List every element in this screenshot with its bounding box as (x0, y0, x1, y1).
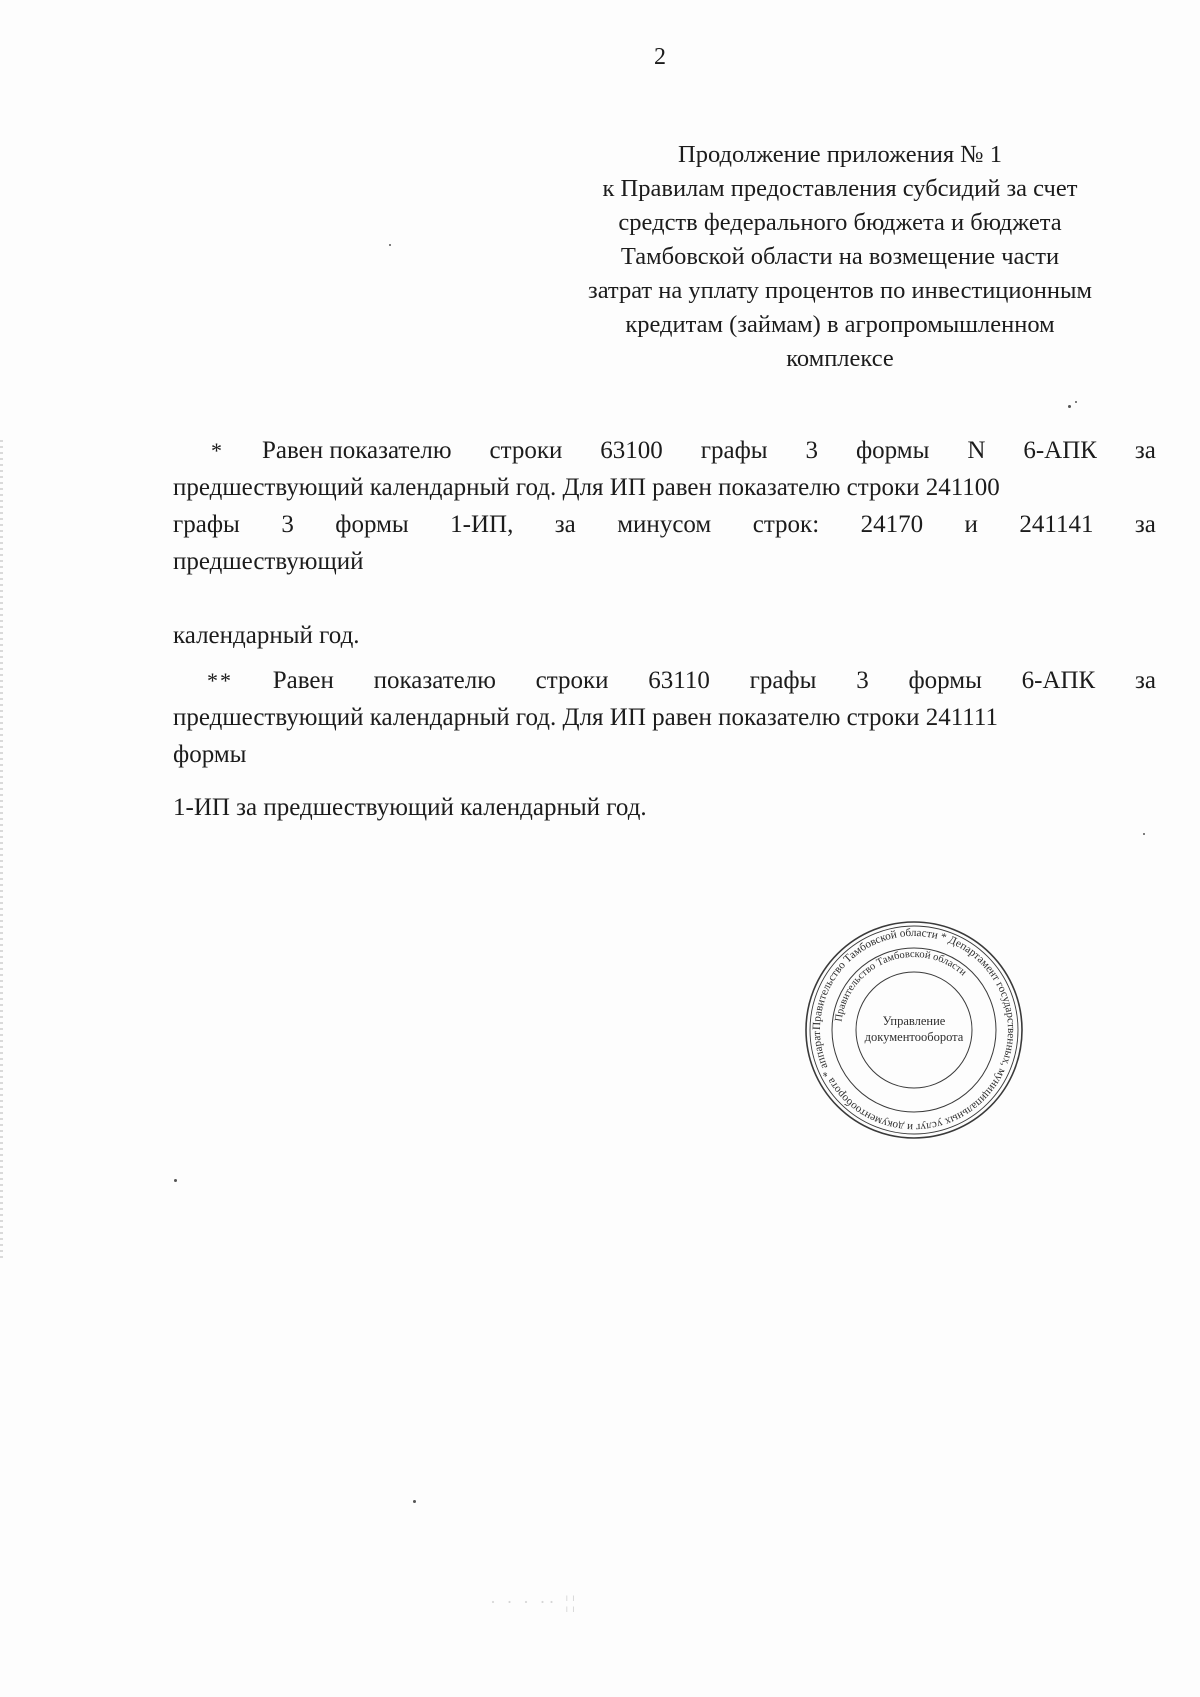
appendix-header-line: кредитам (займам) в агропромышленном (625, 311, 1055, 338)
scan-noise-artifact: · · · ·· ¦¦ (490, 1592, 579, 1612)
appendix-header-line: Продолжение приложения № 1 (678, 141, 1002, 168)
appendix-header-line: комплексе (786, 345, 894, 372)
footnote-1 (173, 432, 1156, 654)
footnote-word: 3 (805, 437, 819, 464)
footnote-marker: ** (207, 668, 233, 693)
stamp-center-line-1: Управление (882, 1014, 946, 1028)
footnote-word: 24170 (860, 511, 924, 538)
footnote-word: за (1134, 437, 1156, 464)
footnote-word: Равен показателю (261, 437, 452, 464)
footnote-2 (173, 662, 1156, 826)
footnote-1-line-5: календарный год. (173, 622, 360, 649)
official-stamp (803, 919, 1025, 1141)
footnote-1-line-1 (173, 432, 1156, 469)
scan-speck (413, 1500, 416, 1503)
footnote-word: строки (535, 667, 609, 694)
footnote-word: и (964, 511, 978, 538)
scan-speck (1068, 405, 1071, 408)
footnote-word: 63100 (600, 437, 663, 464)
footnote-1-line-4: предшествующий (173, 548, 364, 575)
footnote-word: строки (489, 437, 563, 464)
footnote-word: показателю (373, 667, 496, 694)
footnote-word: 6-АПК (1021, 667, 1096, 694)
appendix-header-line: к Правилам предоставления субсидий за счет (602, 175, 1078, 202)
footnote-word: формы (335, 511, 409, 538)
appendix-header (545, 138, 1135, 376)
scan-edge-artifact (0, 440, 3, 1260)
appendix-header-line: затрат на уплату процентов по инвестиционным (588, 277, 1092, 304)
appendix-header-line: средств федерального бюджета и бюджета (618, 209, 1062, 236)
scan-speck (1075, 401, 1077, 403)
footnote-word: строк: (752, 511, 820, 538)
footnote-word: формы (855, 437, 930, 464)
footnote-word: 3 (856, 667, 869, 694)
footnote-word: 241141 (1019, 511, 1094, 538)
footnote-word: 3 (281, 511, 294, 538)
footnote-word: 6-АПК (1023, 437, 1097, 464)
stamp-outer-text: Правительство Тамбовской области * Департамент государственных, муниципальных услуг и документооборота * аппарат (810, 926, 1018, 1134)
footnote-2-line-2: предшествующий календарный год. Для ИП равен показателю строки 241111 (173, 704, 998, 731)
footnote-word: за (554, 511, 576, 538)
footnote-word: графы (173, 511, 240, 538)
scan-speck (1143, 833, 1145, 835)
footnote-word: 63110 (648, 667, 710, 694)
scan-speck (389, 244, 391, 246)
official-stamp-seal (803, 919, 1025, 1141)
footnote-word: за (1134, 511, 1156, 538)
footnote-word: Равен (272, 667, 334, 694)
footnote-word: за (1134, 667, 1156, 694)
footnote-2-line-1 (173, 662, 1156, 699)
footnote-word: N (967, 437, 986, 464)
footnote-1-line-2: предшествующий календарный год. Для ИП равен показателю строки 241100 (173, 474, 1000, 501)
footnote-2-line-4: 1-ИП за предшествующий календарный год. (173, 794, 647, 821)
footnote-word: формы (908, 667, 982, 694)
footnote-word: графы (749, 667, 817, 694)
page-number: 2 (654, 44, 666, 70)
footnote-word: минусом (617, 511, 712, 538)
footnote-marker: * (211, 438, 224, 463)
footnote-word: графы (700, 437, 768, 464)
scan-speck (174, 1179, 177, 1182)
footnote-1-line-3 (173, 506, 1156, 543)
stamp-inner-ring-text: Правительство Тамбовской области (833, 948, 969, 1023)
stamp-center-line-2: документооборота (864, 1030, 964, 1044)
footnote-word: 1-ИП, (450, 511, 514, 538)
appendix-header-line: Тамбовской области на возмещение части (620, 243, 1060, 270)
footnote-2-line-3: формы (173, 741, 247, 768)
